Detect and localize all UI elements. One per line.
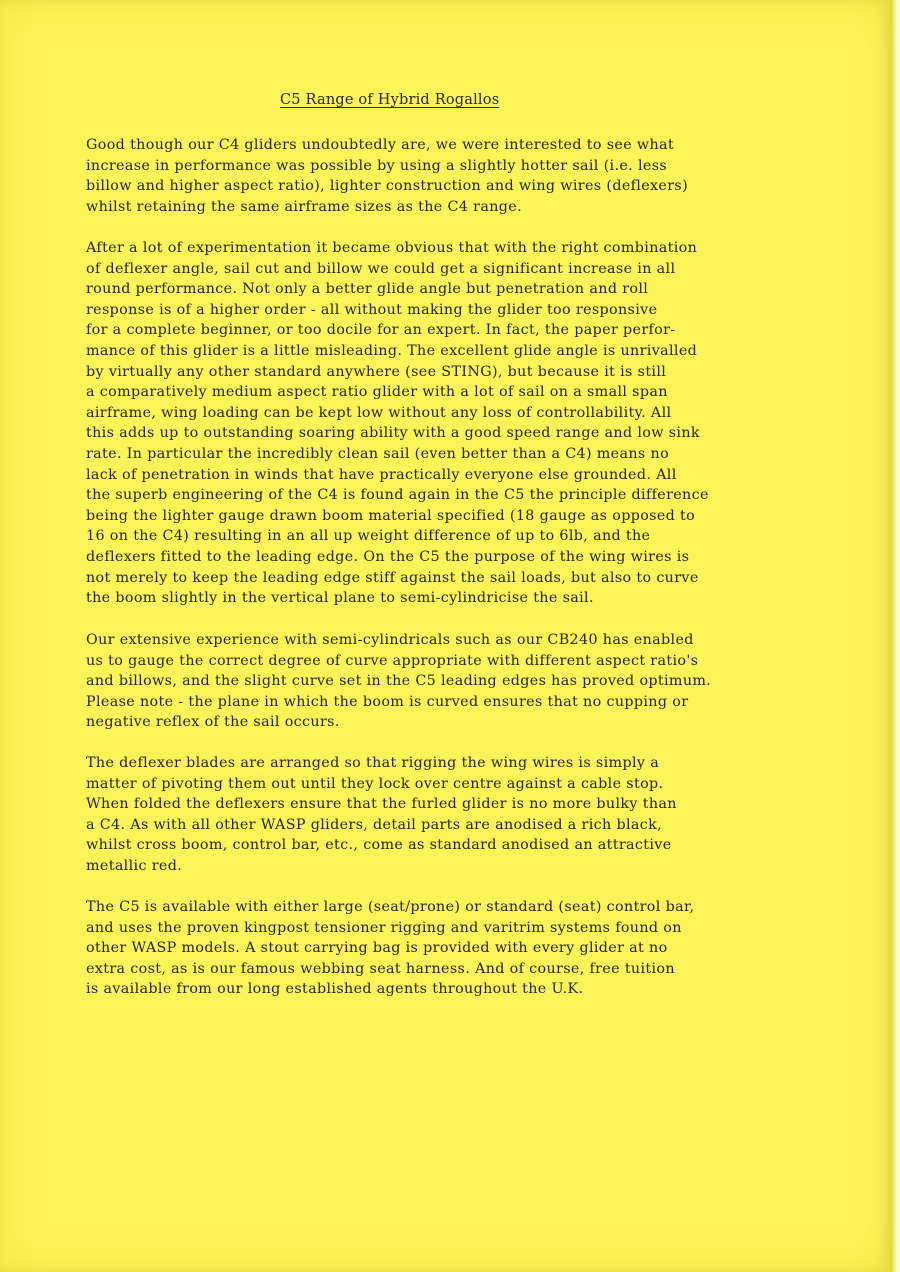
text-line: matter of pivoting them out until they lock over centre against a cable stop. [86,775,664,792]
text-line: When folded the deflexers ensure that the furled glider is no more bulky than [86,796,677,813]
text-line: lack of penetration in winds that have practically everyone else grounded. All [86,466,677,483]
text-line: The deflexer blades are arranged so that rigging the wing wires is simply a [86,755,660,771]
text-line: Good though our C4 gliders undoubtedly are, we were interested to see what [86,137,675,153]
text-line: the superb engineering of the C4 is found again in the C5 the principle difference [86,487,709,504]
text-line: increase in performance was possible by using a slightly hotter sail (i.e. less [86,157,668,174]
text-line: deflexers fitted to the leading edge. On the C5 the purpose of the wing wires is [86,548,690,565]
text-line: this adds up to outstanding soaring ability with a good speed range and low sink [86,425,700,442]
text-line: response is of a higher order - all without making the glider too responsive [86,301,658,318]
document-title: C5 Range of Hybrid Rogallos [280,92,500,108]
text-line: Please note - the plane in which the boom is curved ensures that no cupping or [86,693,689,710]
paragraph-availability [86,897,694,1000]
text-line: 16 on the C4) resulting in an all up weight difference of up to 6lb, and the [86,528,651,545]
text-line: Our extensive experience with semi-cylindricals such as our CB240 has enabled [86,632,694,648]
text-line: mance of this glider is a little misleading. The excellent glide angle is unrivalled [86,342,698,359]
text-line: and uses the proven kingpost tensioner rigging and varitrim systems found on [86,919,682,936]
text-line: After a lot of experimentation it became obvious that with the right combination [86,240,698,256]
paragraph-intro [86,135,688,217]
text-line: rate. In particular the incredibly clean sail (even better than a C4) means no [86,445,670,462]
text-line: round performance. Not only a better glide angle but penetration and roll [86,281,649,298]
text-line: metallic red. [86,857,183,874]
text-line: a C4. As with all other WASP gliders, detail parts are anodised a rich black, [86,816,663,833]
text-line: whilst cross boom, control bar, etc., come as standard anodised an attractive [86,837,672,854]
text-line: of deflexer angle, sail cut and billow we could get a significant increase in all [86,260,676,277]
text-line: us to gauge the correct degree of curve appropriate with different aspect ratio's [86,652,699,669]
text-line: other WASP models. A stout carrying bag is provided with every glider at no [86,940,668,957]
paragraph-performance [86,238,709,609]
text-line: and billows, and the slight curve set in the C5 leading edges has proved optimum. [86,673,712,690]
text-line: airframe, wing loading can be kept low without any loss of controllability. All [86,404,672,421]
text-line: The C5 is available with either large (seat/prone) or standard (seat) control bar, [86,899,695,915]
paragraph-deflexer-blades [86,753,677,877]
text-line: extra cost, as is our famous webbing seat harness. And of course, free tuition [86,960,675,977]
text-line: not merely to keep the leading edge stiff against the sail loads, but also to curve [86,569,699,586]
page-edge [892,0,900,1272]
text-line: negative reflex of the sail occurs. [86,714,340,731]
text-line: for a complete beginner, or too docile for an expert. In fact, the paper perfor- [86,322,676,339]
text-line: whilst retaining the same airframe sizes as the C4 range. [86,198,522,215]
text-line: by virtually any other standard anywhere (see STING), but because it is still [86,363,667,380]
text-line: billow and higher aspect ratio), lighter construction and wing wires (deflexers) [86,178,689,195]
paragraph-semi-cylindricals [86,630,711,733]
text-line: a comparatively medium aspect ratio glider with a lot of sail on a small span [86,384,668,401]
text-line: being the lighter gauge drawn boom material specified (18 gauge as opposed to [86,507,696,524]
text-line: is available from our long established agents throughout the U.K. [86,981,584,998]
text-line: the boom slightly in the vertical plane to semi-cylindricise the sail. [86,590,594,607]
